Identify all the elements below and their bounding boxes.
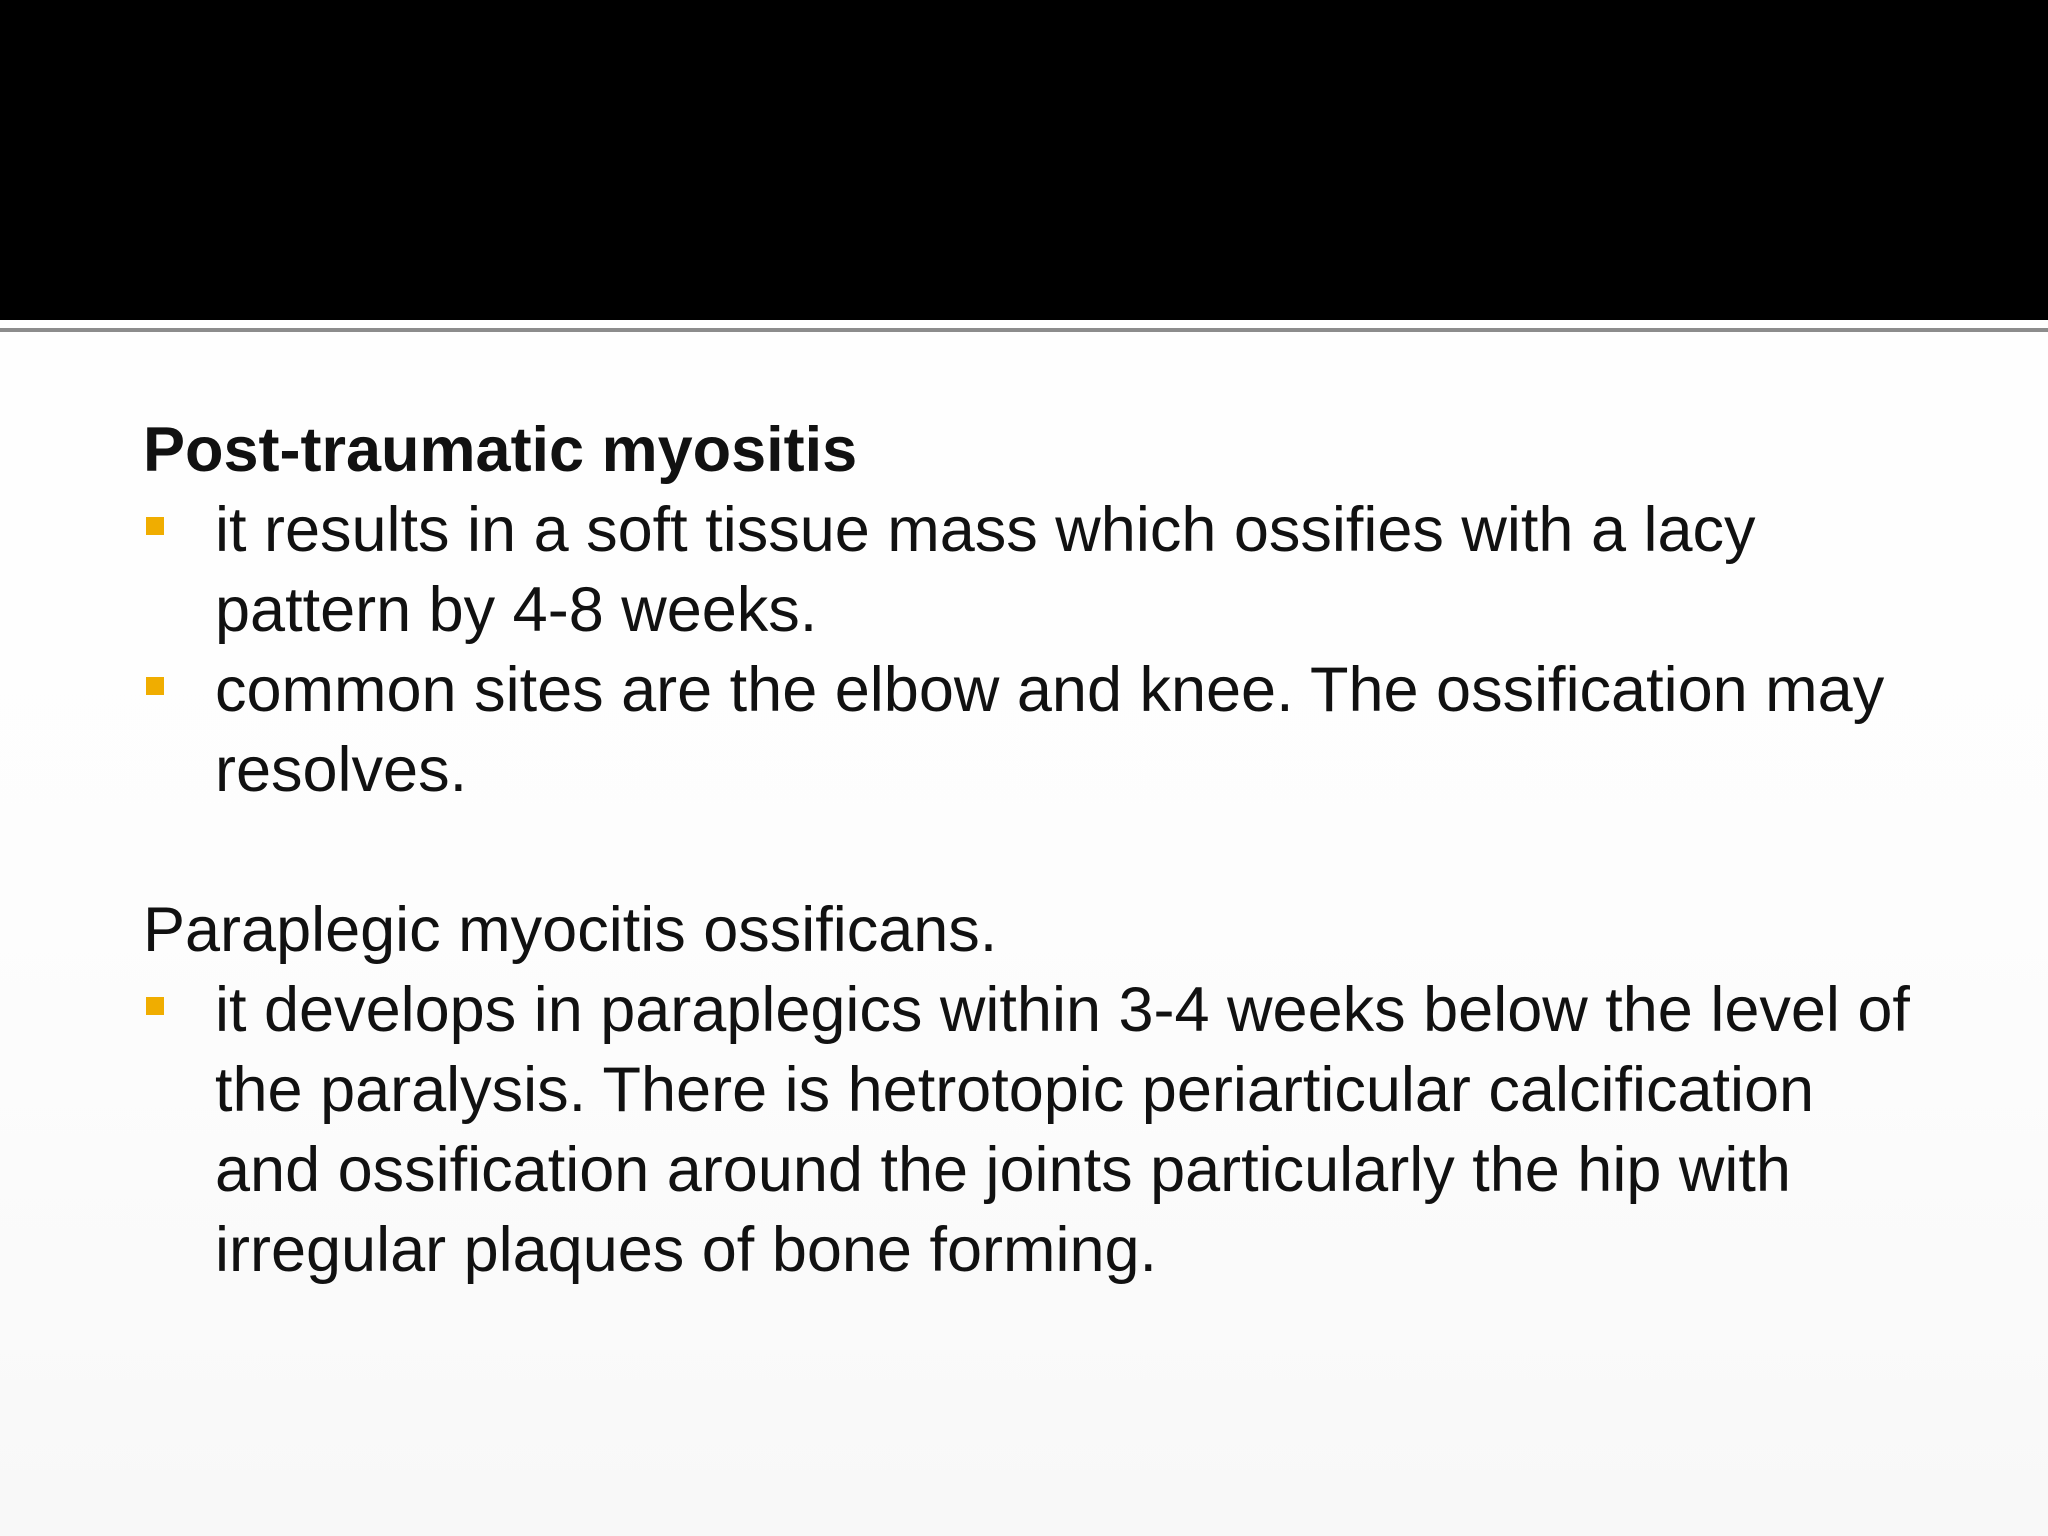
bullet-item (143, 490, 1923, 650)
bullet-text: common sites are the elbow and knee. The ossification may resolves. (215, 655, 1885, 805)
bullet-text: it results in a soft tissue mass which ossifies with a lacy pattern by 4-8 weeks. (215, 495, 1756, 645)
section-title-paraplegic: Paraplegic myocitis ossificans. (143, 895, 998, 965)
title-bar (0, 0, 2048, 320)
square-bullet-icon (146, 677, 164, 695)
bullet-list-paraplegic (143, 970, 1923, 1290)
bullet-list-post-traumatic (143, 490, 1923, 810)
bullet-text: it develops in paraplegics within 3-4 weeks below the level of the paralysis. There is hetrotopic periarticular calcification and ossification around the joints particularly the hip with irregular plaques of bone forming. (215, 975, 1910, 1285)
bullet-item (143, 650, 1923, 810)
slide-body (143, 410, 1923, 1290)
title-divider (0, 328, 2048, 332)
section-spacer (143, 810, 1923, 890)
bullet-item (143, 970, 1923, 1290)
square-bullet-icon (146, 997, 164, 1015)
section-title-post-traumatic: Post-traumatic myositis (143, 415, 858, 485)
square-bullet-icon (146, 517, 164, 535)
